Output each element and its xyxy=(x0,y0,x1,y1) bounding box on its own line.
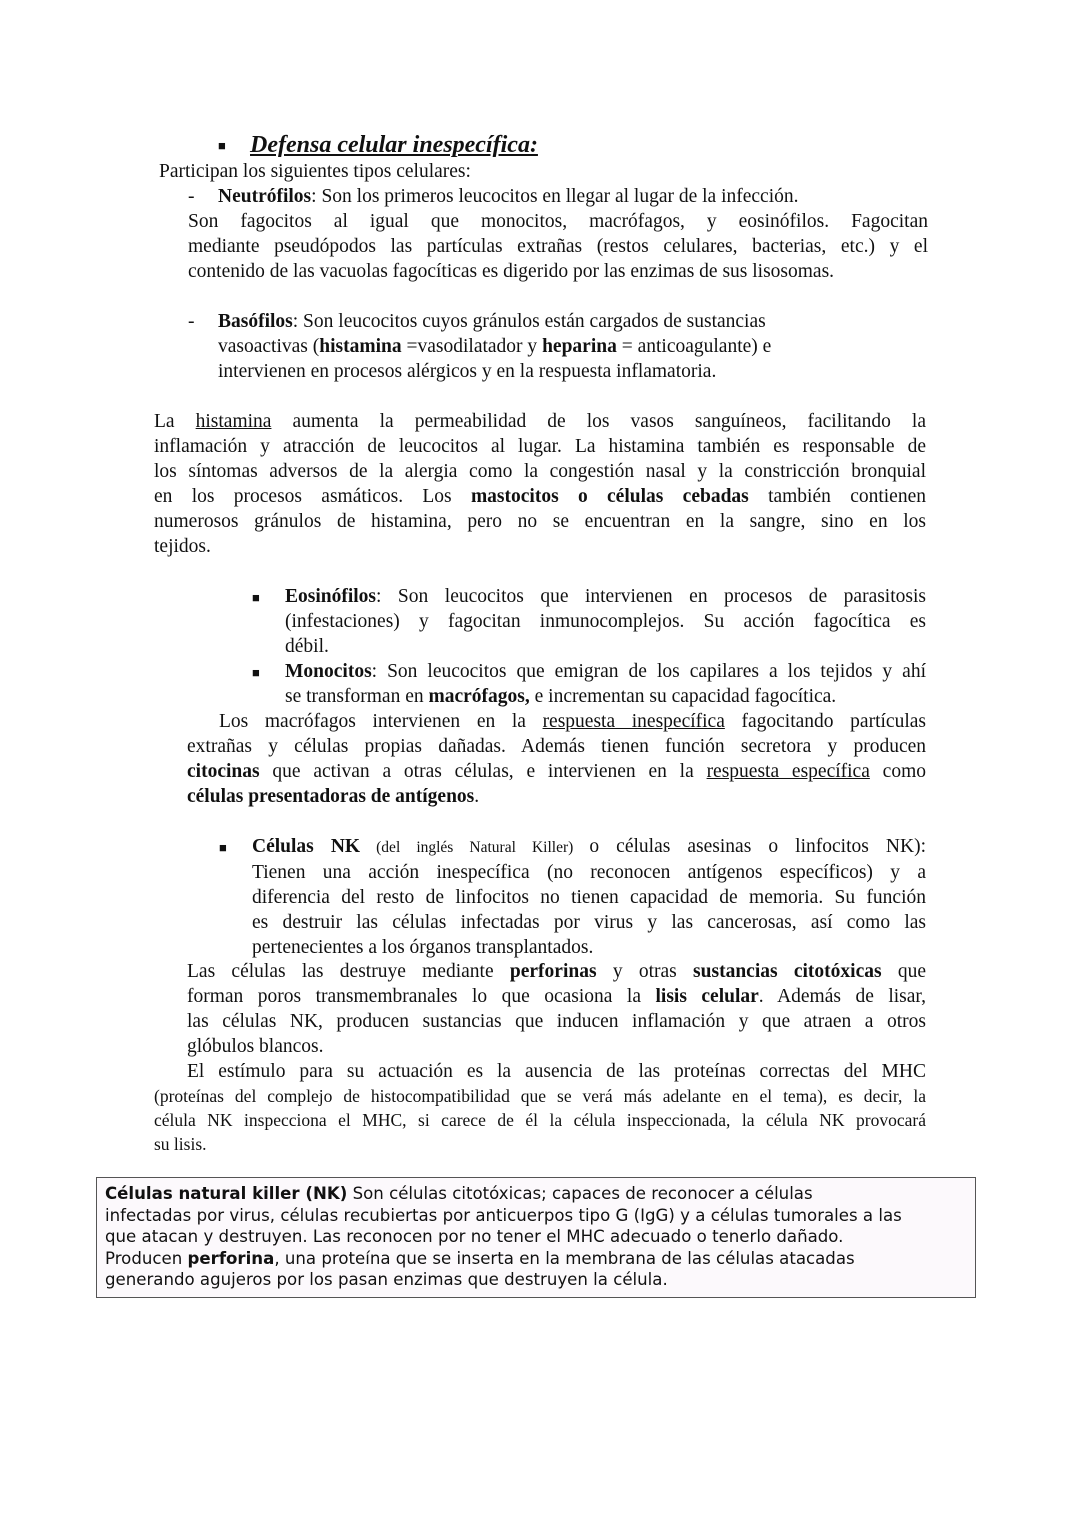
macrofagos-paragraph: Los macrófagos intervienen en la respuesta inespecífica fagocitando partículas extrañas y células propias dañadas. Además tienen función secretora y producen citocinas que activan a otras células, e intervienen en la respuesta específica como células presentadoras de antígenos. xyxy=(187,711,927,807)
basofilos-term: Basófilos xyxy=(218,311,293,332)
bullet-square-icon: ■ xyxy=(252,590,260,605)
neutrofilos-line3: mediante pseudópodos las partículas extrañas (restos celulares, bacterias, etc.) y el xyxy=(188,236,928,257)
nk-definition-box: Células natural killer (NK) Son células citotóxicas; capaces de reconocer a células infectadas por virus, células recubiertas por anticuerpos tipo G (IgG) y a células tumorales a las que atacan y destruyen. Las reconocen por no tener el MHC adecuado o tenerlo dañado. Producen perforina, una proteína que se inserta en la membrana de las células atacadas generando agujeros por los pasan enzimas que destruyen la célula. xyxy=(96,1177,976,1298)
section-heading xyxy=(218,131,818,159)
dash-marker: - xyxy=(188,186,195,207)
neutrofilos-term: Neutrófilos xyxy=(218,186,312,207)
histamina-paragraph: La histamina aumenta la permeabilidad de los vasos sanguíneos, facilitando la inflamación y atracción de leucocitos al lugar. La histamina también es responsable de los síntomas adversos de la alergia como la congestión nasal y la constricción bronquial en los procesos asmáticos. Los mastocitos o células cebadas también contienen numerosos gránulos de histamina, pero no se encuentran en la sangre, sino en los tejidos. xyxy=(154,411,926,557)
bullet-square-icon: ■ xyxy=(219,840,227,855)
neutrofilos-line4: contenido de las vacuolas fagocíticas es digerido por las enzimas de sus lisosomas. xyxy=(188,261,835,282)
dash-marker: - xyxy=(188,311,195,332)
box-title: Células natural killer (NK) xyxy=(105,1184,348,1203)
neutrofilos-line2: Son fagocitos al igual que monocitos, macrófagos, y eosinófilos. Fagocitan xyxy=(188,211,928,232)
monocitos-item: ■ Monocitos: Son leucocitos que emigran de los capilares a los tejidos y ahí se transforman en macrófagos, e incrementan su capacidad fagocítica. xyxy=(252,661,926,707)
intro-text: Participan los siguientes tipos celulares: xyxy=(159,161,471,182)
heading-text: Defensa celular inespecífica: xyxy=(250,132,538,158)
nk-item: ■ Células NK (del inglés Natural Killer) o células asesinas o linfocitos NK): Tienen una acción inespecífica (no reconocen antígenos específicos) y a diferencia del resto de linfocitos no tienen capacidad de memoria. Su función es destruir las células infectadas por virus y las cancerosas, así como las pertenecientes a los órganos transplantados. xyxy=(219,836,926,958)
neutrofilos-item: - Neutrófilos: Son los primeros leucocitos en llegar al lugar de la infección. Son fagocitos al igual que monocitos, macrófagos, y eosinófilos. Fagocitan mediante pseudópodos las partículas extrañas (restos celulares, bacterias, etc.) y el contenido de las vacuolas fagocíticas es digerido por las enzimas de sus lisosomas. xyxy=(188,186,928,282)
eosinofilos-term: Eosinófilos xyxy=(285,586,377,607)
bullet-square-icon: ■ xyxy=(218,138,226,153)
monocitos-term: Monocitos xyxy=(285,661,372,682)
eosinofilos-item: ■ Eosinófilos: Son leucocitos que intervienen en procesos de parasitosis (infestaciones) y fagocitan inmunocomplejos. Su acción fagocítica es débil. xyxy=(252,586,926,657)
estimulo-paragraph: El estímulo para su actuación es la ausencia de las proteínas correctas del MHC (proteínas del complejo de histocompatibilidad que se verá más adelante en el tema), es decir, la célula NK inspecciona el MHC, si carece de él la célula inspeccionada, la célula NK provocará su lisis. xyxy=(154,1061,926,1154)
bullet-square-icon: ■ xyxy=(252,665,260,680)
nk-term: Células NK xyxy=(252,836,361,857)
basofilos-item: - Basófilos: Son leucocitos cuyos gránulos están cargados de sustancias vasoactivas (histamina =vasodilatador y heparina = anticoagulante) e intervienen en procesos alérgicos y en la respuesta inflamatoria. xyxy=(188,311,772,382)
histamina-underlined: histamina xyxy=(195,411,272,432)
nk-paragraph: Las células las destruye mediante perforinas y otras sustancias citotóxicas que forman poros transmembranales lo que ocasiona la lisis celular. Además de lisar, las células NK, producen sustancias que inducen inflamación y que atraen a otros glóbulos blancos. xyxy=(187,961,927,1057)
